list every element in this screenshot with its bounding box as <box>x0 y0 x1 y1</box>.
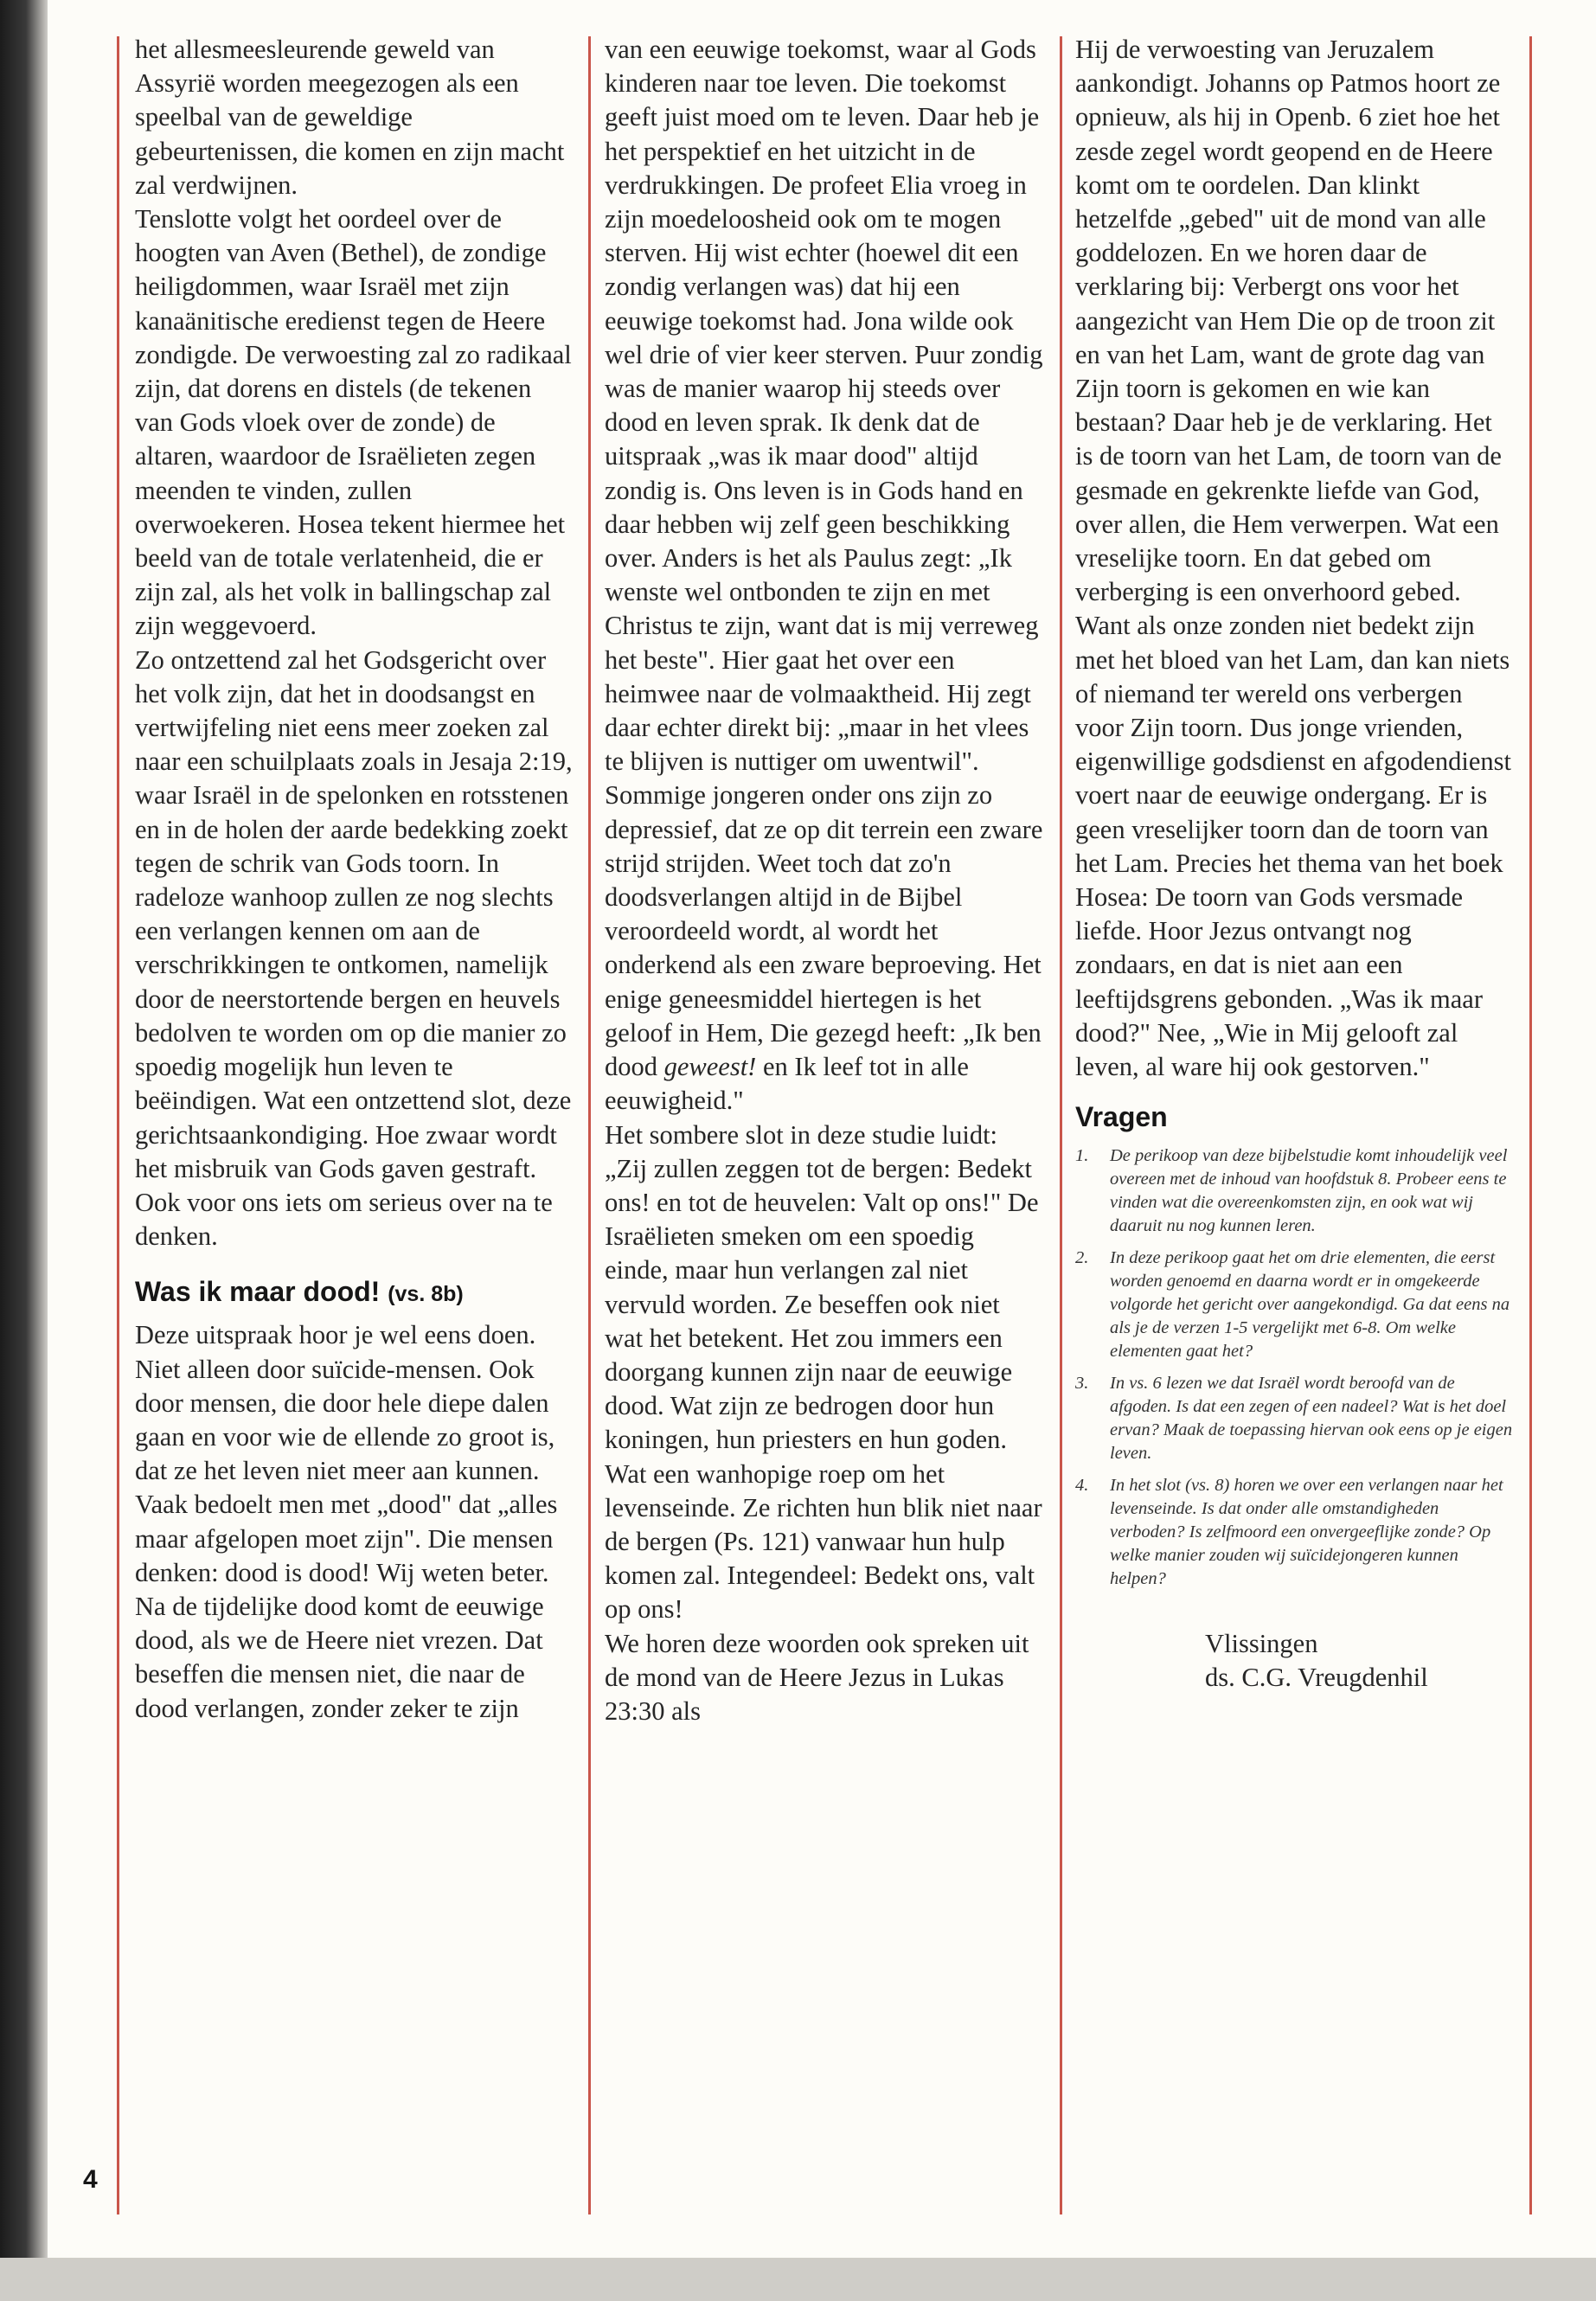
vragen-list <box>1075 1144 1515 1591</box>
column-rule-1 <box>588 36 591 2214</box>
heading-verse-ref: (vs. 8b) <box>388 1282 464 1307</box>
column-rule-right <box>1529 36 1532 2214</box>
vraag-item <box>1075 1372 1515 1465</box>
column-rule-left <box>117 36 119 2214</box>
col3-paragraph-1: Hij de verwoesting van Jeruzalem aankondigt. Johanns op Patmos hoort ze opnieuw, als hij in Openb. 6 ziet hoe het zesde zegel wordt geopend en de Heere komt om te oordelen. Dan klinkt hetzelfde „gebed" uit de mond van alle goddelozen. En we horen daar de verklaring bij: Verbergt ons voor het aangezicht van Hem Die op de troon zit en van het Lam, want de grote dag van Zijn toorn is gekomen en wie kan bestaan? Daar heb je de verklaring. Het is de toorn van het Lam, de toorn van de gesmade en gekrenkte liefde van God, over allen, die Hem verwerpen. Wat een vreselijke toorn. En dat gebed om verberging is een onverhoord gebed. Want als onze zonden niet bedekt zijn met het bloed van het Lam, dan kan niets of niemand ter wereld ons verbergen voor Zijn toorn. Dus jonge vrienden, eigenwillige godsdienst en afgodendienst voert naar de eeuwige ondergang. Er is geen vreselijker toorn dan de toorn van het Lam. Precies het thema van het boek Hosea: De toorn van Gods versmade liefde. Hoor Jezus ontvangt nog zondaars, en dat is niet aan een leeftijdsgrens gebonden. „Was ik maar dood?" Nee, „Wie in Mij gelooft zal leven, al ware hij ook gestorven." <box>1075 35 1511 1082</box>
page-number: 4 <box>83 2165 98 2194</box>
heading-text: Was ik maar dood! <box>135 1276 381 1308</box>
vraag-text: In het slot (vs. 8) horen we over een verlangen naar het levenseinde. Is dat onder alle omstandigheden verboden? Is zelfmoord een onvergeeflijke zonde? Op welke manier zouden wij suïcidejongeren kunnen helpen? <box>1110 1476 1503 1589</box>
vraag-number: 1. <box>1075 1146 1089 1166</box>
vraag-item <box>1075 1247 1515 1363</box>
column-3 <box>1075 33 1515 1695</box>
scan-bottom-edge <box>0 2258 1596 2301</box>
col2-paragraph-4: We horen deze woorden ook spreken uit de mond van de Heere Jezus in Lukas 23:30 als <box>605 1628 1029 1726</box>
vraag-item <box>1075 1144 1515 1238</box>
col1-paragraph-1: het allesmeesleurende geweld van Assyrië worden meegezogen als een speelbal van de geweldige gebeurtenissen, die komen en zijn macht zal verdwijnen. <box>135 35 565 200</box>
col2-paragraph-2 <box>605 779 1044 1118</box>
col1-paragraph-3: Zo ontzettend zal het Godsgericht over het volk zijn, dat het in doodsangst en vertwijfeling niet eens meer zoeken zal naar een schuilplaats zoals in Jesaja 2:19, waar Israël in de spelonken en rotsstenen en in de holen der aarde bedekking zoekt tegen de schrik van Gods toorn. In radeloze wanhoop zullen ze nog slechts een verlangen kennen om aan de verschrikkingen te ontkomen, namelijk door de neerstortende bergen en heuvels bedolven te worden om op die manier zo spoedig mogelijk hun leven te beëindigen. Wat een ontzettend slot, deze gerichtsaankondiging. Hoe zwaar wordt het misbruik van Gods gaven gestraft. Ook voor ons iets om serieus over na te denken. <box>135 644 573 1252</box>
vraag-number: 3. <box>1075 1374 1089 1394</box>
section-heading-was-ik-maar-dood <box>135 1274 574 1311</box>
vraag-text: In vs. 6 lezen we dat Israël wordt beroofd van de afgoden. Is dat een zegen of een nadeel? Wat is het doel ervan? Maak de toepassing hiervan ook eens op je eigen leven. <box>1110 1374 1513 1464</box>
vraag-text: De perikoop van deze bijbelstudie komt inhoudelijk veel overeen met de inhoud van hoofdstuk 8. Probeer eens te vinden wat die overeenkomsten zijn, en ook wat wij daaruit nu nog kunnen leren. <box>1110 1146 1508 1236</box>
column-2 <box>605 33 1044 1728</box>
signature-block <box>1075 1627 1515 1695</box>
col2-paragraph-2-part-b: en Ik leef tot in alle eeuwigheid." <box>605 1052 969 1116</box>
col2-emphasis: geweest! <box>663 1052 757 1082</box>
col1-paragraph-2: Tenslotte volgt het oordeel over de hoogten van Aven (Bethel), de zondige heiligdommen, waar Israël met zijn kanaänitische eredienst tegen de Heere zondigde. De verwoesting zal zo radikaal zijn, dat dorens en distels (de tekenen van Gods vloek over de zonde) de altaren, waardoor de Israëlieten zegen meenden te vinden, zullen overwoekeren. Hosea tekent hiermee het beeld van de totale verlatenheid, die er zijn zal, als het volk in ballingschap zal zijn weggevoerd. <box>135 204 572 641</box>
vraag-number: 4. <box>1075 1476 1089 1496</box>
column-1 <box>135 33 574 1726</box>
vraag-item <box>1075 1474 1515 1591</box>
signature-author: ds. C.G. Vreugdenhil <box>1205 1663 1428 1693</box>
col2-paragraph-1: van een eeuwige toekomst, waar al Gods kinderen naar toe leven. Die toekomst geeft juist moed om te leven. Daar heb je het perspektief en het uitzicht in de verdrukkingen. De profeet Elia vroeg in zijn moedeloosheid ook om te mogen sterven. Hij wist echter (hoewel dit een zondig verlangen was) dat hij een eeuwige toekomst had. Jona wilde ook wel drie of vier keer sterven. Puur zondig was de manier waarop hij steeds over dood en leven sprak. Ik denk dat de uitspraak „was ik maar dood" altijd zondig is. Ons leven is in Gods hand en daar hebben wij zelf geen beschikking over. Anders is het als Paulus zegt: „Ik wenste wel ontbonden te zijn en met Christus te zijn, want dat is mij verreweg het beste". Hier gaat het over een heimwee naar de volmaaktheid. Hij zegt daar echter direkt bij: „maar in het vlees te blijven is nuttiger om uwentwil". <box>605 35 1043 777</box>
col2-paragraph-2-part-a: Sommige jongeren onder ons zijn zo depressief, dat ze op dit terrein een zware strijd strijden. Weet toch dat zo'n doodsverlangen altijd in de Bijbel veroordeeld wordt, al wordt het onderkend als een zware beproeving. Het enige geneesmiddel hiertegen is het geloof in Hem, Die gezegd heeft: „Ik ben dood <box>605 780 1043 1082</box>
vraag-text: In deze perikoop gaat het om drie elementen, die eerst worden genoemd en daarna wordt er in omgekeerde volgorde het gericht over aangekondigd. Ga dat eens na als je de verzen 1-5 vergelijkt met 6-8. Om welke elementen gaat het? <box>1110 1248 1510 1362</box>
vragen-heading: Vragen <box>1075 1101 1168 1133</box>
signature-place: Vlissingen <box>1205 1629 1318 1659</box>
col1-paragraph-4: Deze uitspraak hoor je wel eens doen. Niet alleen door suïcide-mensen. Ook door mensen, die door hele diepe dalen gaan en voor wie de ellende zo groot is, dat ze het leven niet meer aan kunnen. Vaak bedoelt men met „dood" dat „alles maar afgelopen moet zijn". Die mensen denken: dood is dood! Wij weten beter. Na de tijdelijke dood komt de eeuwige dood, als we de Heere niet vrezen. Dat beseffen die mensen niet, die naar de dood verlangen, zonder zeker te zijn <box>135 1320 558 1723</box>
vraag-number: 2. <box>1075 1248 1089 1268</box>
scan-binding-edge <box>0 0 48 2301</box>
column-rule-2 <box>1060 36 1062 2214</box>
col2-paragraph-3: Het sombere slot in deze studie luidt: „Zij zullen zeggen tot de bergen: Bedekt ons! en tot de heuvelen: Valt op ons!" De Israëlieten smeken om een spoedig einde, maar hun verlangen zal niet vervuld worden. Ze beseffen ook niet wat het betekent. Het zou immers een doorgang kunnen zijn naar de eeuwige dood. Wat zijn ze bedrogen door hun koningen, hun priesters en hun goden. Wat een wanhopige roep om het levenseinde. Ze richten hun blik niet naar de bergen (Ps. 121) vanwaar hun hulp komen zal. Integendeel: Bedekt ons, valt op ons! <box>605 1119 1042 1625</box>
